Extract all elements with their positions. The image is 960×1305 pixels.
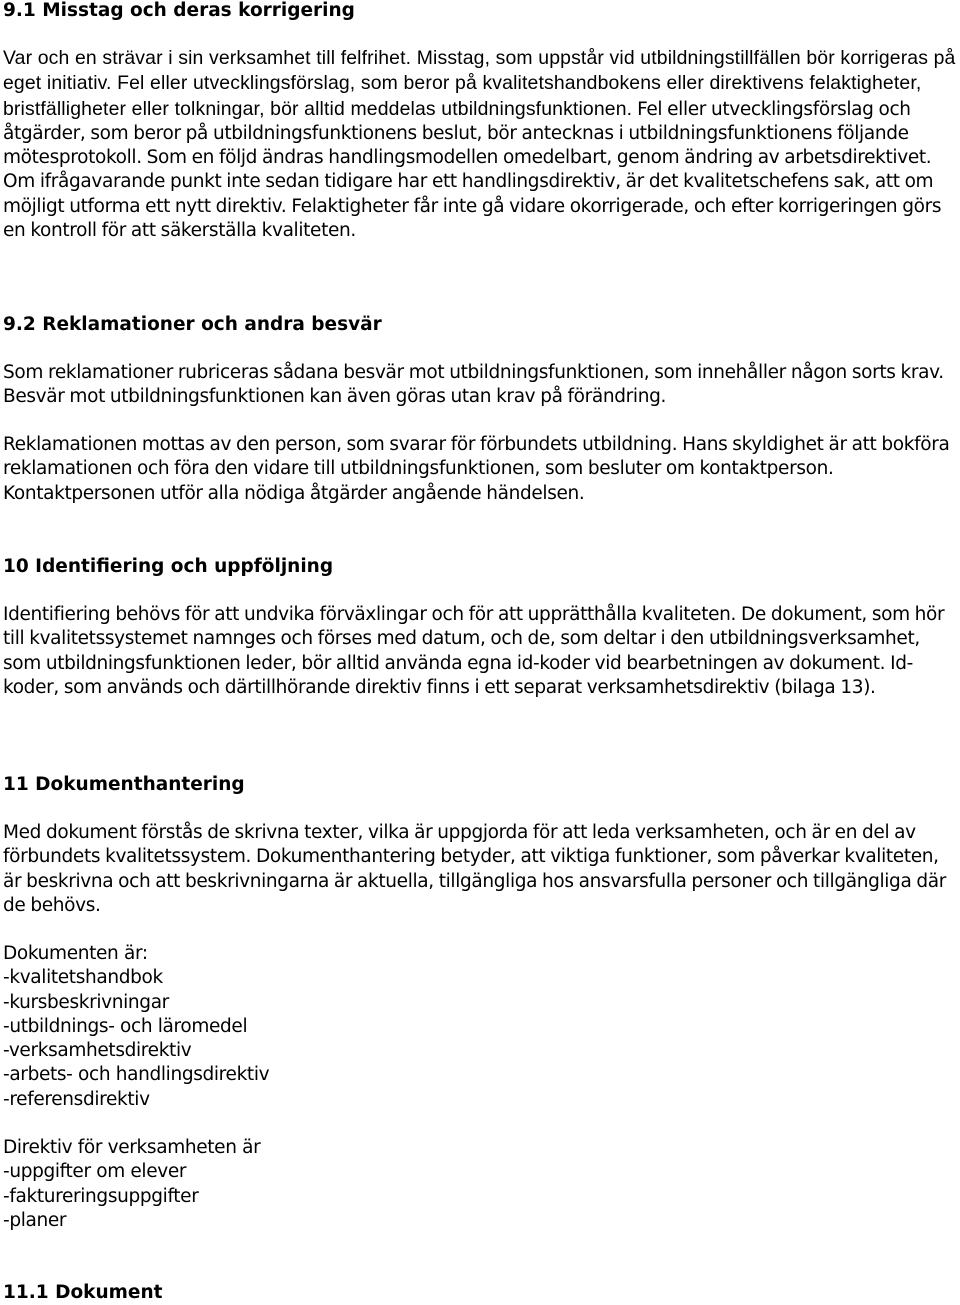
documents-list: [3, 942, 958, 1112]
section-11-body: [3, 821, 958, 918]
list-title: Direktiv för verksamheten är: [3, 1137, 261, 1158]
paragraph-sans-part: Var och en strävar i sin verksamhet till felfrihet. Misstag, som uppstår vid utbildningstillfällen bör korrigeras på eget initiativ. Fel eller utvecklingsförslag, som beror på kvalitetshandbokens eller direktivens felaktigheter, bristfälligheter eller tolkningar, bör alltid meddelas utbildningsfunktionen.: [3, 47, 956, 120]
section-11-1: [3, 1281, 958, 1305]
section-11: [3, 773, 958, 797]
list-title: Dokumenten är:: [3, 943, 148, 964]
list-item: -arbets- och handlingsdirektiv: [3, 1064, 270, 1086]
section-heading: 11 Dokumenthantering: [3, 774, 245, 795]
list-item: -verksamhetsdirektiv: [3, 1040, 192, 1062]
list-item: -faktureringsuppgifter: [3, 1185, 199, 1207]
list-item: -planer: [3, 1209, 67, 1231]
list-item: -uppgifter om elever: [3, 1161, 187, 1183]
section-10: [3, 555, 958, 579]
paragraph: Som reklamationer rubriceras sådana besvär mot utbildningsfunktionen, som innehåller någon sorts krav. Besvär mot utbildningsfunktionen kan även göras utan krav på förändring.: [3, 362, 944, 408]
section-9-2: [3, 313, 958, 337]
paragraph: Reklamationen mottas av den person, som svarar för förbundets utbildning. Hans skyldighet är att bokföra reklamationen och föra den vidare till utbildningsfunktionen, som besluter om kontaktperson. Kontaktpersonen utför alla nödiga åtgärder angående händelsen.: [3, 434, 950, 504]
section-heading: 11.1 Dokument: [3, 1282, 163, 1303]
list-item: -kursbeskrivningar: [3, 991, 169, 1013]
paragraph-rest: Fel eller utvecklingsförslag och åtgärder, som beror på utbildningsfunktionens beslut, bör antecknas i utbildningsfunktionens följande mötesprotokoll. Som en följd ändras handlingsmodellen omedelbart, genom ändring av arbetsdirektivet. Om ifrågavarande punkt inte sedan tidigare har ett handlingsdirektiv, är det kvalitetschefens sak, att om möjligt utforma ett nytt direktiv. Felaktigheter får inte gå vidare okorrigerade, och efter korrigeringen görs en kontroll för att säkerställa kvaliteten.: [3, 98, 942, 242]
section-9-2-body-2: [3, 433, 958, 506]
section-9-1: [3, 0, 958, 23]
section-heading: 9.1 Misstag och deras korrigering: [3, 0, 355, 21]
section-heading: 10 Identifiering och uppföljning: [3, 556, 334, 577]
list-item: -utbildnings- och läromedel: [3, 1015, 248, 1037]
paragraph: Identifiering behövs för att undvika förväxlingar och för att upprätthålla kvaliteten. De dokument, som hör till kvalitetssystemet namnges och förses med datum, och de, som deltar i den utbildningsverksamhet, som utbildningsfunktionen leder, bör alltid använda egna id-koder vid bearbetningen av dokument. Id-koder, som används och därtillhörande direktiv finns i ett separat verksamhetsdirektiv (bilaga 13).: [3, 604, 945, 698]
directives-list: [3, 1136, 958, 1233]
section-9-2-body-1: [3, 361, 958, 410]
section-9-1-body: [3, 46, 958, 243]
list-item: -kvalitetshandbok: [3, 967, 163, 989]
list-item: -referensdirektiv: [3, 1088, 150, 1110]
section-heading: 9.2 Reklamationer och andra besvär: [3, 314, 382, 335]
section-10-body: [3, 603, 958, 700]
paragraph: [3, 46, 958, 243]
paragraph: Med dokument förstås de skrivna texter, vilka är uppgjorda för att leda verksamheten, och är en del av förbundets kvalitetssystem. Dokumenthantering betyder, att viktiga funktioner, som påverkar kvaliteten, är beskrivna och att beskrivningarna är aktuella, tillgängliga hos ansvarsfulla personer och tillgängliga där de behövs.: [3, 822, 946, 916]
